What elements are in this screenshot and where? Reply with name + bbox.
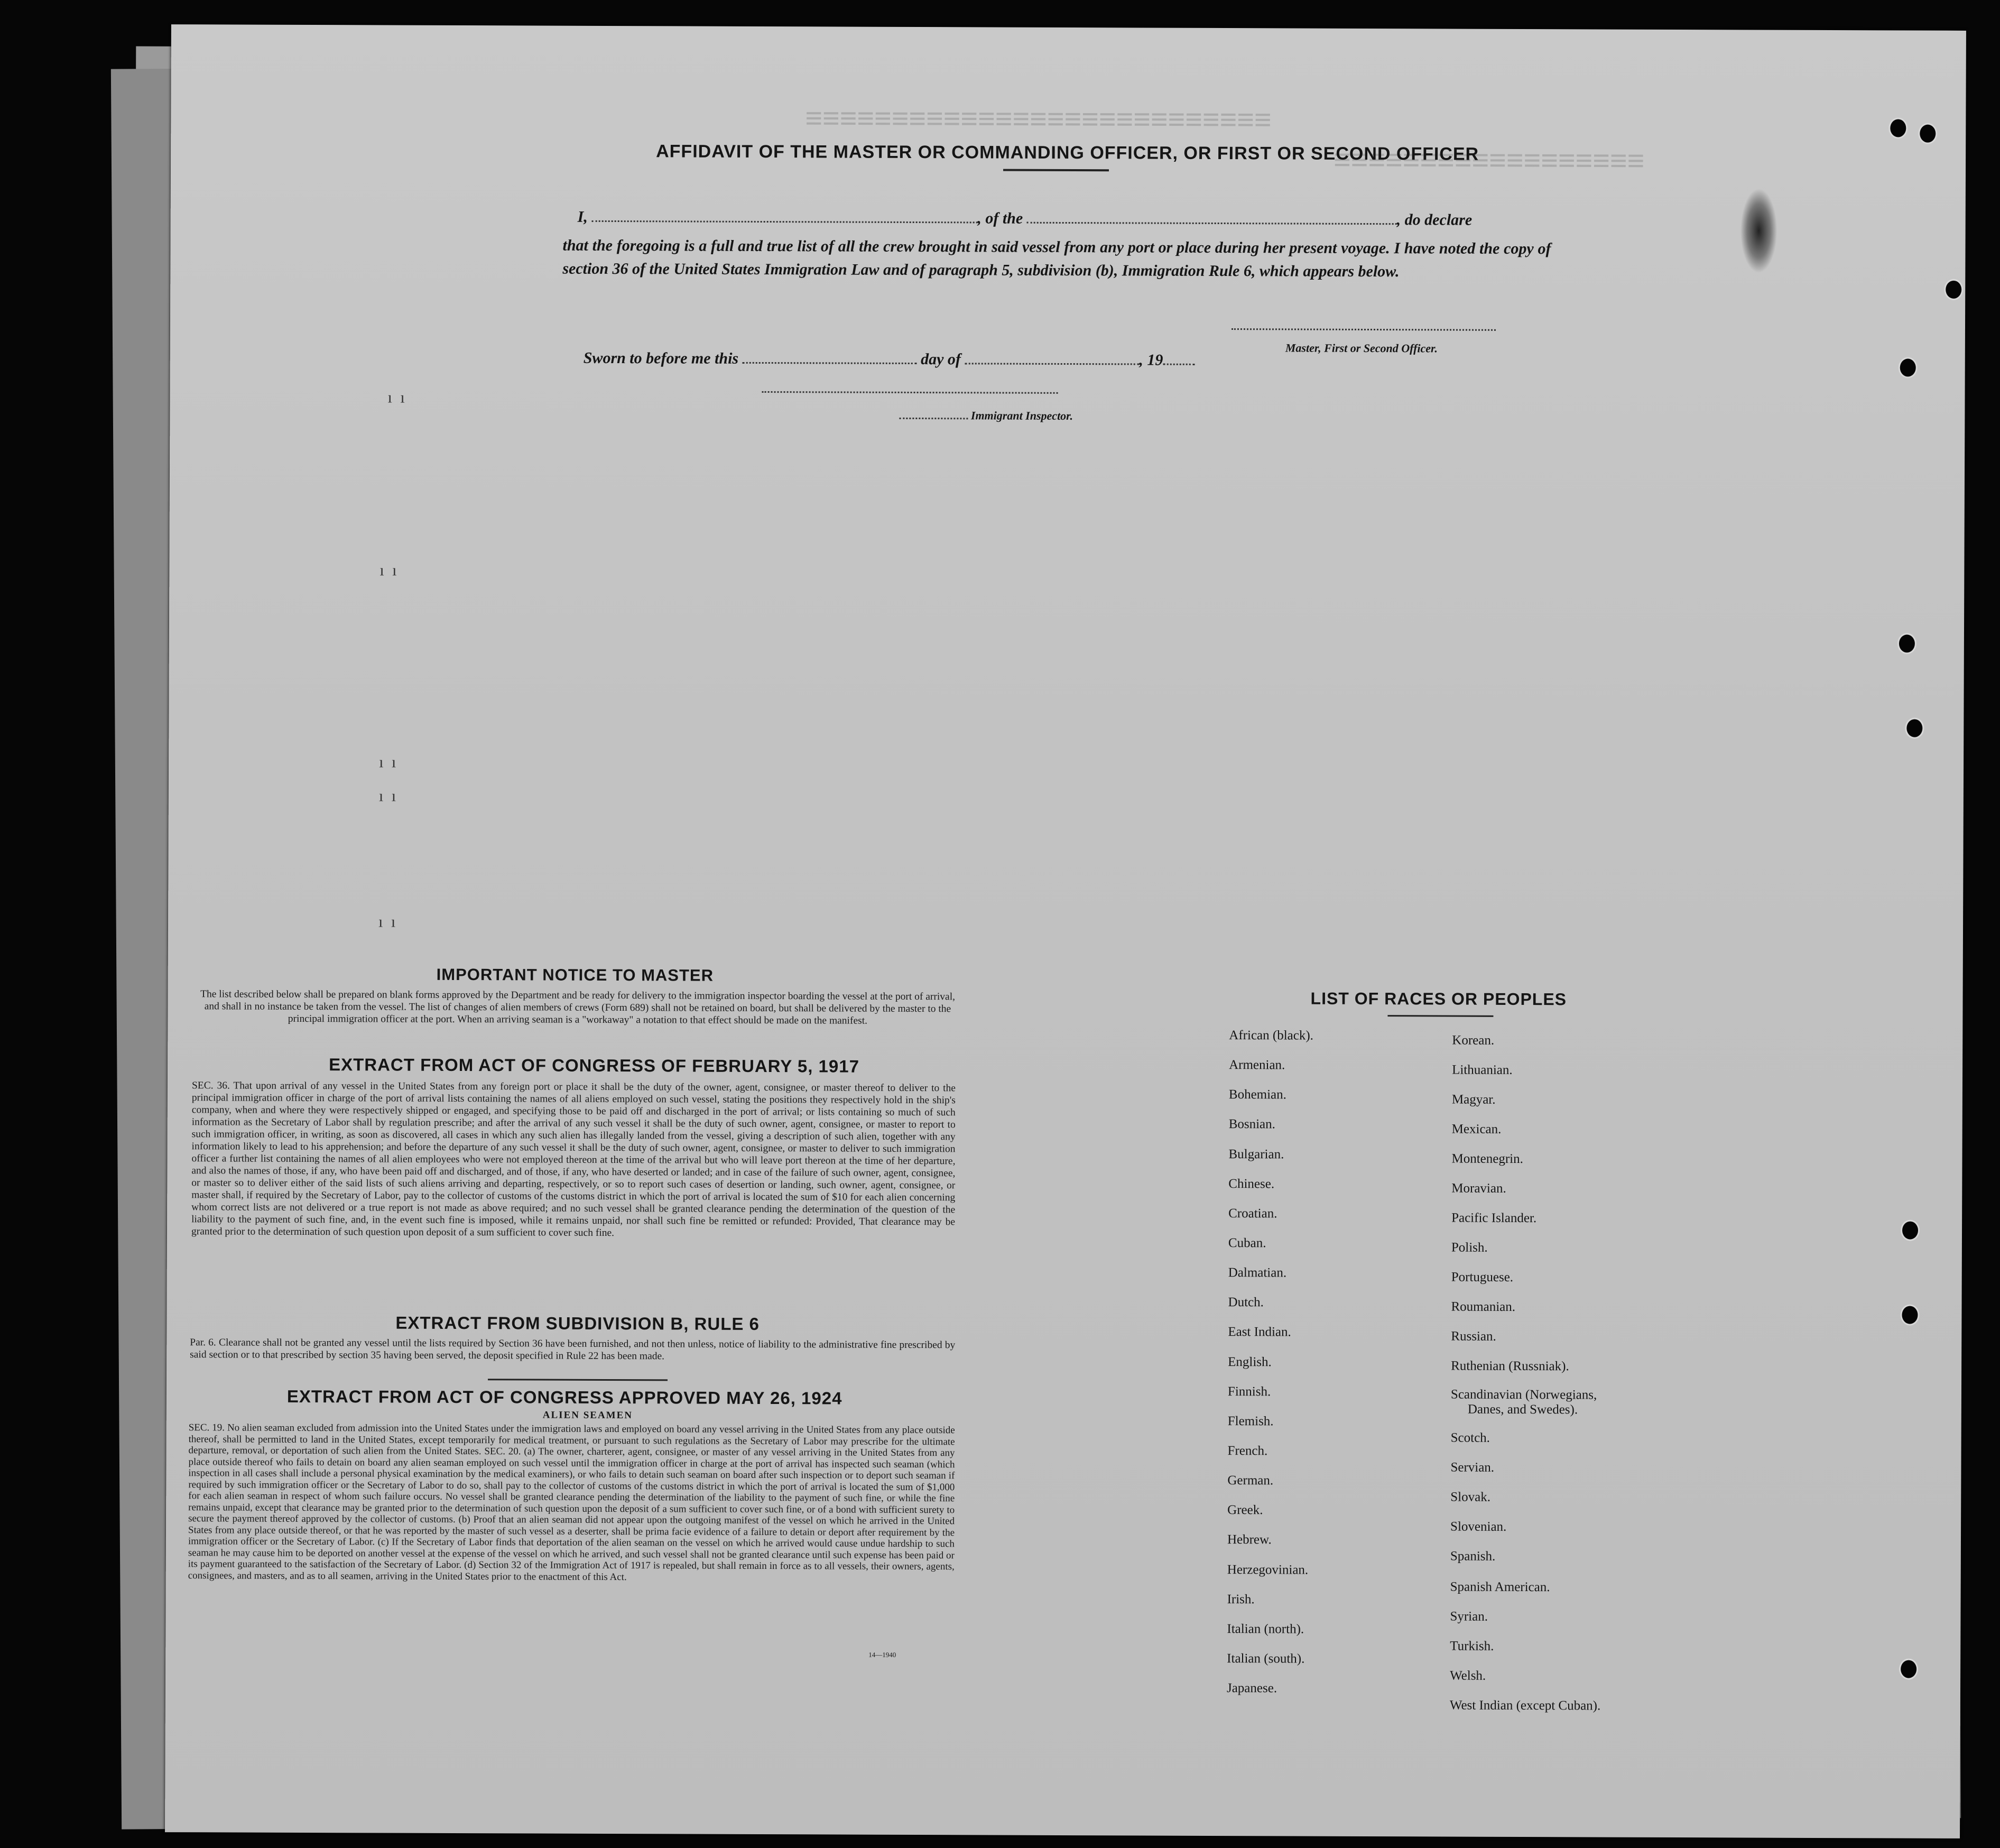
extract-1917-text: SEC. 36. That upon arrival of any vessel in the United States from any foreign port or place it shall be the duty of the owner, agent, consignee, or master thereof to deliver to the principal immigration officer in charge of the port of arrival lists containing the names of all aliens employed on such vessel, stating the positions they respectively hold in the ship's company, when and where they were respectively shipped or engaged, and specifying those to be paid off and discharged in the port of arrival; or lists containing so much of such information as the Secretary of Labor shall by regulation prescribe; and after the arrival of any such vessel it shall be the duty of such owner, agent, consignee, or master to report to such immigration officer, in writing, as soon as discovered, all cases in which any such alien has illegally landed from the vessel, giving a description of such alien, together with any information likely to lead to his apprehension; and before the departure of any such vessel it shall be the duty of such owner, agent, consignee, or master to deliver to such immigration officer a further list containing the names of all alien employees who were not employed thereon at the time of the arrival but who will leave port thereon at the time of her departure, and also the names of those, if any, who have been paid off and discharged, and of those, if any, who have deserted or landed; and in case of the failure of such owner, agent, consignee, or master so to deliver either of the said lists of such aliens arriving and departing, respectively, or so to report such cases of desertion or landing, such owner, agent, consignee, or master shall, if required by the Secretary of Labor, pay to the collector of customs of the customs district in which the port of arrival is located the sum of $10 for each alien concerning whom correct lists are not delivered or a true report is not made as above required; and no such vessel shall be granted clearance pending the determination of the question of the liability to the payment of such fine, and, in the event such fine is imposed, while it remains unpaid, nor shall such fine be remitted or refunded: Provided, That clearance may be granted prior to the determination of such question upon deposit of a sum sufficient to cover such fine. [191, 1080, 956, 1239]
race-item: Servian. [1450, 1460, 1495, 1475]
punch-hole [1897, 633, 1916, 654]
extract-1917-title: EXTRACT FROM ACT OF CONGRESS OF FEBRUARY 5, 1917 [329, 1055, 860, 1076]
race-item: Croatian. [1228, 1206, 1277, 1221]
race-item: Dalmatian. [1228, 1265, 1287, 1280]
tally-mark: ı ı [379, 753, 399, 771]
punch-hole [1900, 1305, 1919, 1326]
day-blank [743, 362, 917, 364]
race-item: Armenian. [1229, 1058, 1285, 1073]
race-item: Russian. [1451, 1329, 1496, 1344]
race-item: Bohemian. [1228, 1087, 1286, 1102]
of-the-label: , of the [977, 209, 1023, 227]
punch-hole [1888, 117, 1908, 138]
race-item: Greek. [1227, 1503, 1263, 1518]
ink-stain [1740, 188, 1777, 273]
race-item: African (black). [1229, 1028, 1314, 1043]
notice-text: The list described below shall be prepared on blank forms approved by the Department and be ready for delivery to the immigration inspector boarding the vessel at the port of arrival, and shall in no instance be taken from the vessel. The list of changes of alien members of crews (Form 689) shall not be retained on board, but shall be delivered by the master to the principal immigration officer at the port. When an arriving seaman is a "workaway" a notation to that effect should be made on the manifest. [200, 988, 956, 1027]
race-item: Japanese. [1226, 1681, 1277, 1696]
race-item: Flemish. [1227, 1414, 1274, 1429]
race-item: Turkish. [1450, 1639, 1494, 1653]
race-item: Korean. [1452, 1033, 1495, 1048]
vessel-blank [1027, 222, 1397, 225]
race-item: Slovak. [1450, 1490, 1491, 1504]
race-item: Dutch. [1228, 1295, 1264, 1310]
race-item: Welsh. [1450, 1668, 1486, 1683]
sworn-line: Sworn to before me this day of , 19 [584, 349, 1195, 369]
pronoun: I, [577, 208, 588, 226]
punch-hole [1944, 279, 1963, 300]
race-item: Ruthenian (Russniak). [1451, 1359, 1569, 1374]
signature-line [1232, 328, 1496, 331]
punch-hole [1901, 1220, 1920, 1241]
race-item: English. [1228, 1355, 1272, 1370]
punch-hole [1905, 718, 1924, 739]
race-item: Lithuanian. [1452, 1062, 1513, 1077]
sworn-prefix: Sworn to before me this [583, 349, 739, 367]
race-item: Scandinavian (Norwegians, [1450, 1387, 1597, 1402]
affidavit-title: AFFIDAVIT OF THE MASTER OR COMMANDING OFFICER, OR FIRST OR SECOND OFFICER [656, 141, 1479, 164]
race-item: Finnish. [1227, 1384, 1271, 1399]
race-item: Mexican. [1451, 1122, 1502, 1136]
title-rule [1003, 169, 1109, 172]
bleed-through-header: ≡≡≡≡≡≡≡≡≡≡≡≡≡≡≡≡≡≡≡≡≡≡≡≡≡≡≡ [805, 101, 1272, 136]
race-item: Roumanian. [1451, 1299, 1516, 1314]
declare-label: , do declare [1396, 211, 1473, 229]
race-item: Herzegovinian. [1227, 1563, 1309, 1577]
notice-title: IMPORTANT NOTICE TO MASTER [436, 965, 714, 985]
rule6-title: EXTRACT FROM SUBDIVISION B, RULE 6 [395, 1313, 760, 1334]
month-blank [965, 363, 1139, 365]
affidavit-line1 [578, 208, 1473, 229]
race-item: Polish. [1451, 1240, 1488, 1255]
punch-hole [1899, 1659, 1918, 1680]
race-item: Slovenian. [1450, 1519, 1507, 1534]
tally-mark: ı ı [387, 389, 407, 406]
race-item: Portuguese. [1451, 1270, 1514, 1285]
race-item: Cuban. [1228, 1236, 1266, 1251]
race-item: Hebrew. [1227, 1532, 1272, 1547]
inspector-caption: Immigrant Inspector. [970, 409, 1073, 423]
race-item: Bosnian. [1228, 1117, 1275, 1132]
race-item: Pacific Islander. [1451, 1211, 1537, 1226]
punch-hole [1899, 357, 1918, 378]
race-item: East Indian. [1228, 1325, 1291, 1339]
race-item: Bulgarian. [1228, 1147, 1284, 1162]
race-item: Montenegrin. [1451, 1151, 1523, 1167]
signature-caption: Master, First or Second Officer. [1285, 341, 1438, 355]
extract-1924-title: EXTRACT FROM ACT OF CONGRESS APPROVED MAY 26, 1924 [286, 1386, 842, 1408]
race-item: Danes, and Swedes). [1467, 1402, 1578, 1417]
year-blank [1163, 364, 1195, 365]
rule6-text: Par. 6. Clearance shall not be granted any vessel until the lists required by Section 36 have been furnished, and not then unless, notice of liability to the administrative fine prescribed by said section or to that prescribed by section 35 having been served, the deposit specified in Rule 22 has been made. [190, 1337, 956, 1362]
inspector-blank [899, 418, 968, 419]
race-item: Spanish. [1450, 1549, 1496, 1564]
race-item: Italian (south). [1227, 1651, 1305, 1666]
races-title: LIST OF RACES OR PEOPLES [1310, 988, 1567, 1009]
bleed-through-header: ≡≡≡≡≡≡≡≡≡≡≡≡≡≡≡≡≡≡ [1333, 142, 1645, 177]
race-item: Moravian. [1451, 1181, 1506, 1196]
race-item: Scotch. [1450, 1430, 1490, 1445]
race-item: Italian (north). [1227, 1622, 1304, 1637]
tally-mark: ı ı [378, 913, 398, 931]
race-item: Syrian. [1450, 1609, 1488, 1624]
tally-mark: ı ı [379, 561, 399, 579]
race-item: Chinese. [1228, 1177, 1275, 1191]
form-page [165, 24, 1966, 1838]
extract-1924-text: SEC. 19. No alien seaman excluded from admission into the United States under the immigration laws and employed on board any vessel arriving in the United States from any place outside thereof, shall be permitted to land in the United States, except temporarily for medical treatment, or pursuant to such regulations as the Secretary of Labor may prescribe for the ultimate departure, removal, or deportation of such alien from the United States. SEC. 20. (a) The owner, charterer, agent, consignee, or master of any vessel arriving in the United States from any place outside thereof who fails to detain on board any alien seaman employed on such vessel until the immigration officer in charge at the port of arrival has inspected such seaman (which inspection in all cases shall include a personal physical examination by the medical examiners), or who fails to detain such seaman on board after such inspection or to deport such seaman if required by such immigration officer or the Secretary of Labor to do so, shall pay to the collector of customs of the customs district in which the port of arrival is located the sum of $1,000 for each alien seaman in respect of whom such failure occurs. No vessel shall be granted clearance pending the determination of the liability to the payment of such fine, or while the fine remains unpaid, except that clearance may be granted prior to the determination of such question upon the deposit of a sum sufficient to cover such fine, or of a bond with sufficient surety to secure the payment thereof approved by the collector of customs. (b) Proof that an alien seaman did not appear upon the outgoing manifest of the vessel on which he arrived in the United States from any place outside thereof, or that he was reported by the master of such vessel as a deserter, shall be prima facie evidence of a failure to detain or deport after requirement by the immigration officer or the Secretary of Labor. (c) If the Secretary of Labor finds that deportation of the alien seaman on the vessel on which he arrived would cause undue hardship to such seaman he may cause him to be deported on another vessel at the expense of the vessel on which he arrived, and such vessel shall not be granted clearance until such expense has been paid or its payment guaranteed to the satisfaction of the Secretary of Labor. (d) Section 32 of the Immigration Act of 1917 is repealed, but shall remain in force as to all vessels, their owners, agents, consignees, and masters, and as to all seamen, arriving in the United States prior to the enactment of this Act. [188, 1422, 955, 1583]
inspector-line [762, 391, 1058, 394]
day-of-label: day of [921, 350, 961, 368]
tally-mark: ı ı [378, 787, 399, 805]
race-item: German. [1227, 1473, 1274, 1488]
race-item: Spanish American. [1450, 1579, 1550, 1595]
year-prefix: 19 [1147, 351, 1163, 369]
races-rule [1387, 1015, 1493, 1017]
section-rule [488, 1379, 668, 1381]
race-item: French. [1227, 1444, 1268, 1458]
race-item: Irish. [1227, 1592, 1255, 1607]
alien-seamen-subtitle: ALIEN SEAMEN [542, 1409, 633, 1421]
name-blank [591, 220, 977, 224]
inspector-caption-row [899, 409, 1073, 423]
race-item: West Indian (except Cuban). [1449, 1698, 1601, 1713]
form-number: 14—1940 [868, 1650, 896, 1659]
race-item: Magyar. [1451, 1092, 1496, 1107]
affidavit-body: that the foregoing is a full and true list of all the crew brought in said vessel from any port or place during her present voyage. I have noted the copy of section 36 of the United States Immigration Law and of paragraph 5, subdivision (b), Immigration Rule 6, which appears below. [562, 236, 1551, 281]
punch-hole [1918, 123, 1937, 144]
